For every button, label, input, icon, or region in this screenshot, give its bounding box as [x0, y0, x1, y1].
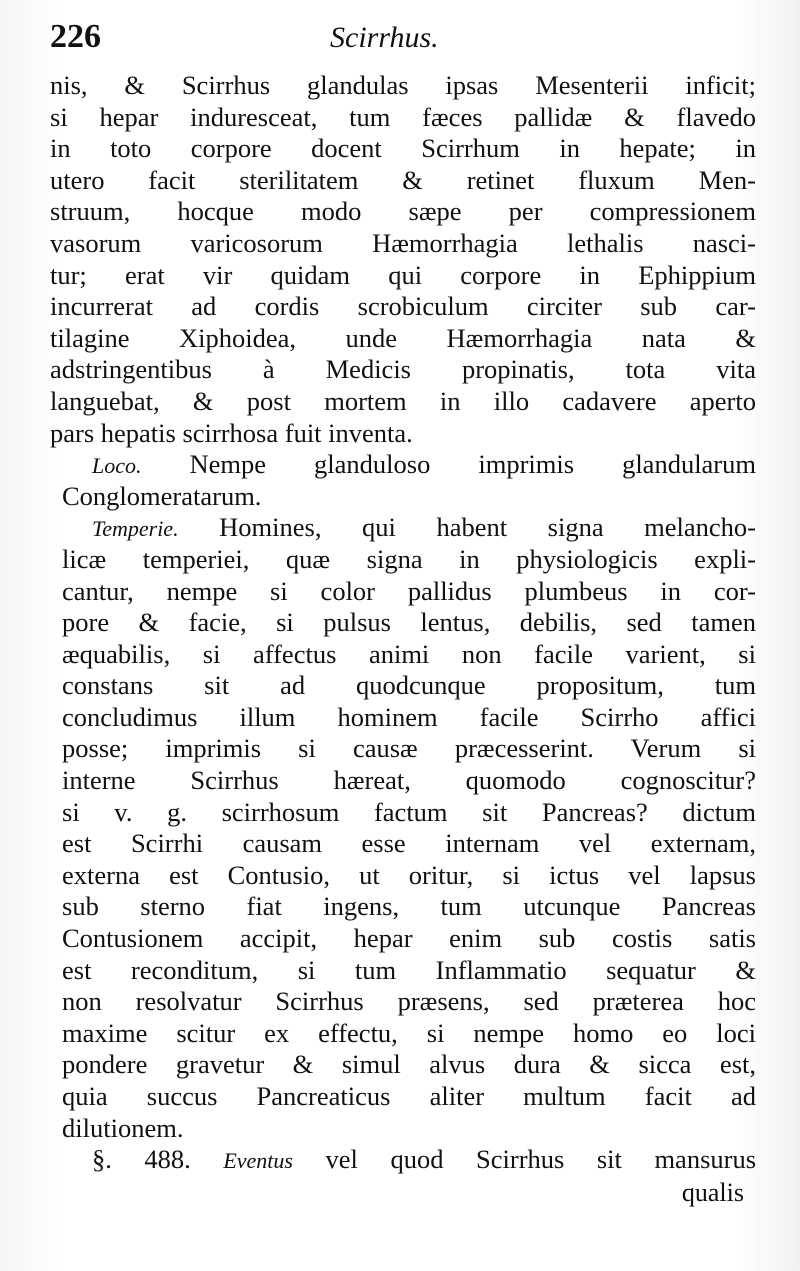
text-line: adstringentibus à Medicis propinatis, tota vita [50, 354, 756, 385]
text-line: posse; imprimis si causæ præcesserint. Verum si [62, 733, 756, 764]
text-line: vasorum varicosorum Hæmorrhagia lethalis nasci- [50, 227, 756, 258]
temperie-line [50, 512, 756, 544]
loco-text: Nempe glanduloso imprimis glandularum [189, 449, 756, 480]
section-number: §. 488. [92, 1144, 191, 1175]
text-line: si v. g. scirrhosum factum sit Pancreas? dictum [62, 796, 756, 827]
text-line: in toto corpore docent Scirrhum in hepate; in [50, 133, 756, 164]
body-text [50, 70, 756, 1176]
text-line: constans sit ad quodcunque propositum, tum [62, 670, 756, 701]
text-line: Conglomeratarum. [62, 480, 262, 511]
running-title: Scirrhus. [330, 21, 439, 54]
text-line: interne Scirrhus hæreat, quomodo cognoscitur? [62, 765, 756, 796]
text-line: pars hepatis scirrhosa fuit inventa. [50, 417, 413, 448]
text-line: dilutionem. [62, 1112, 184, 1143]
text-line: cantur, nempe si color pallidus plumbeus in cor- [62, 575, 756, 606]
loco-line [50, 449, 756, 481]
section-text: vel quod Scirrhus sit mansurus [325, 1144, 756, 1175]
text-line: tur; erat vir quidam qui corpore in Ephippium [50, 259, 756, 290]
text-line: languebat, & post mortem in illo cadavere aperto [50, 385, 756, 416]
text-line: Contusionem accipit, hepar enim sub costis satis [62, 923, 756, 954]
section-lead: Eventus [223, 1148, 293, 1174]
loco-lead: Loco. [92, 453, 142, 479]
text-line: concludimus illum hominem facile Scirrho affici [62, 701, 756, 732]
catchword: qualis [681, 1177, 744, 1207]
text-line: æquabilis, si affectus animi non facile varient, si [62, 638, 756, 669]
text-line: si hepar induresceat, tum fæces pallidæ & flavedo [50, 101, 756, 132]
text-line: tilagine Xiphoidea, unde Hæmorrhagia nata & [50, 322, 756, 353]
text-line: quia succus Pancreaticus aliter multum facit ad [62, 1081, 756, 1111]
text-line: sub sterno fiat ingens, tum utcunque Pancreas [62, 891, 756, 922]
text-line: struum, hocque modo sæpe per compressionem [50, 196, 756, 227]
text-line: pore & facie, si pulsus lentus, debilis, sed tamen [62, 607, 756, 638]
text-line: licæ temperiei, quæ signa in physiologicis expli- [62, 543, 756, 574]
page-number: 226 [50, 18, 101, 55]
text-line: utero facit sterilitatem & retinet fluxum Men- [50, 164, 756, 195]
temperie-text: Homines, qui habent signa melancho- [219, 512, 756, 543]
temperie-lead: Temperie. [92, 516, 179, 542]
text-line: est Scirrhi causam esse internam vel externam, [62, 828, 756, 859]
text-line: pondere gravetur & simul alvus dura & sicca est, [62, 1049, 756, 1080]
text-line: est reconditum, si tum Inflammatio sequatur & [62, 954, 756, 985]
text-line: non resolvatur Scirrhus præsens, sed præterea hoc [62, 986, 756, 1017]
running-head [50, 18, 756, 68]
text-line: nis, & Scirrhus glandulas ipsas Mesenterii inficit; [50, 70, 756, 100]
section-488-line [50, 1144, 756, 1176]
text-line: incurrerat ad cordis scrobiculum circiter sub car- [50, 291, 756, 322]
text-line: maxime scitur ex effectu, si nempe homo eo loci [62, 1017, 756, 1048]
text-line: externa est Contusio, ut oritur, si ictus vel lapsus [62, 859, 756, 890]
